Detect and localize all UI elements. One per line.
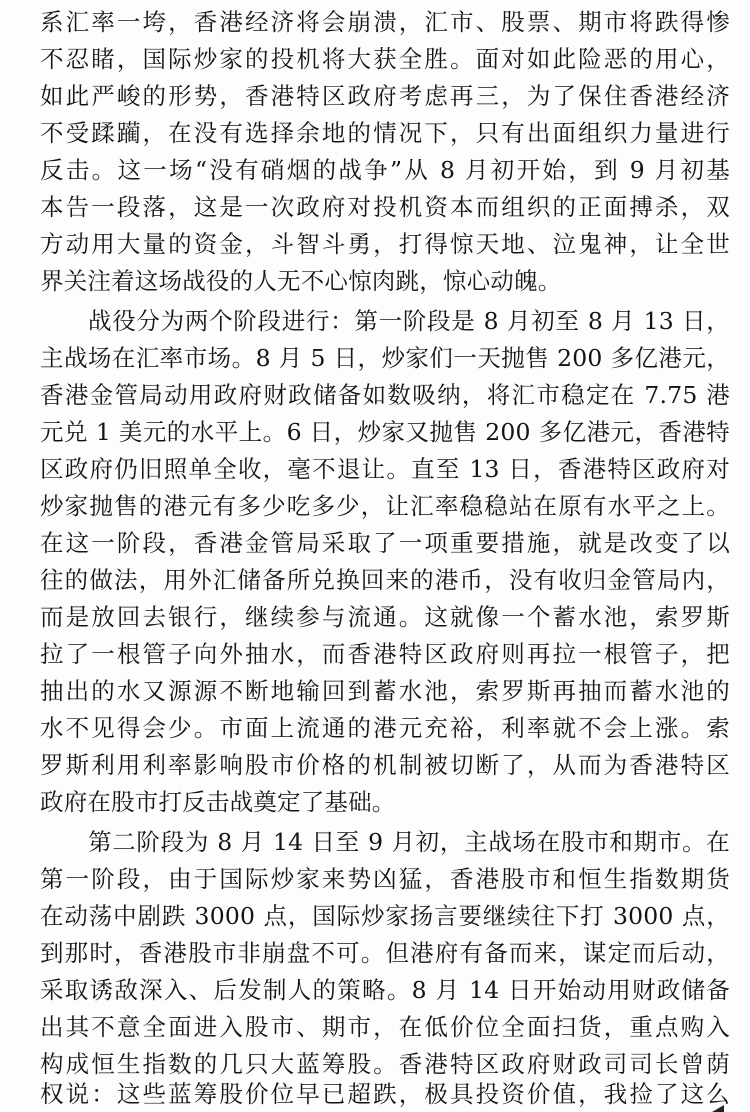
text-line: 元兑 1 美元的水平上。6 日，炒家又抛售 200 多亿港元，香港特 — [40, 418, 730, 446]
text-line: 在动荡中剧跌 3000 点，国际炒家扬言要继续往下打 3000 点， — [40, 902, 730, 930]
text-line: 往的做法，用外汇储备所兑换回来的港币，没有收归金管局内， — [40, 566, 730, 594]
text-line: 第二阶段为 8 月 14 日至 9 月初，主战场在股市和期市。在 — [88, 828, 730, 856]
text-line: 方动用大量的资金，斗智斗勇，打得惊天地、泣鬼神，让全世 — [40, 230, 730, 258]
text-line: 抽出的水又源源不断地输回到蓄水池，索罗斯再抽而蓄水池的 — [40, 677, 730, 705]
text-line: 香港金管局动用政府财政储备如数吸纳，将汇市稳定在 7.75 港 — [40, 381, 730, 409]
text-line: 如此严峻的形势，香港特区政府考虑再三，为了保住香港经济 — [40, 82, 730, 110]
text-line: 反击。这一场“没有硝烟的战争”从 8 月初开始，到 9 月初基 — [40, 156, 730, 184]
text-line: 区政府仍旧照单全收，毫不退让。直至 13 日，香港特区政府对 — [40, 455, 730, 483]
text-line: 政府在股市打反击战奠定了基础。 — [40, 788, 396, 816]
text-line: 系汇率一垮，香港经济将会崩溃，汇市、股票、期市将跌得惨 — [40, 8, 730, 36]
text-line: 拉了一根管子向外抽水，而香港特区政府则再拉一根管子，把 — [40, 640, 730, 668]
text-line: 第一阶段，由于国际炒家来势凶猛，香港股市和恒生指数期货 — [40, 865, 730, 893]
text-line: 构成恒生指数的几只大蓝筹股。香港特区政府财政司司长曾荫 — [40, 1050, 730, 1078]
text-line: 炒家抛售的港元有多少吃多少，让汇率稳稳站在原有水平之上。 — [40, 492, 730, 520]
text-line: 不受蹂躏，在没有选择余地的情况下，只有出面组织力量进行 — [40, 119, 730, 147]
text-line: 而是放回去银行，继续参与流通。这就像一个蓄水池，索罗斯 — [40, 603, 730, 631]
text-line: 界关注着这场战役的人无不心惊肉跳，惊心动魄。 — [40, 267, 562, 295]
text-line: 不忍睹，国际炒家的投机将大获全胜。面对如此险恶的用心， — [40, 45, 730, 73]
text-line: 采取诱敌深入、后发制人的策略。8 月 14 日开始动用财政储备 — [40, 976, 730, 1004]
text-line: 主战场在汇率市场。8 月 5 日，炒家们一天抛售 200 多亿港元， — [40, 344, 730, 372]
text-line: 本告一段落，这是一次政府对投机资本而组织的正面搏杀，双 — [40, 193, 730, 221]
text-line: 罗斯利用利率影响股市价格的机制被切断了，从而为香港特区 — [40, 751, 730, 779]
text-line: 权说：这些蓝筹股价位早已超跌，极具投资价值，我捡了这么 — [40, 1080, 730, 1108]
text-line: 水不见得会少。市面上流通的港元充裕，利率就不会上涨。索 — [40, 714, 730, 742]
text-line: 战役分为两个阶段进行：第一阶段是 8 月初至 8 月 13 日， — [88, 307, 730, 335]
text-line: 到那时，香港股市非崩盘不可。但港府有备而来，谋定而后动， — [40, 939, 730, 967]
text-line: 出其不意全面进入股市、期市，在低价位全面扫货，重点购入 — [40, 1013, 730, 1041]
text-line: 在这一阶段，香港金管局采取了一项重要措施，就是改变了以 — [40, 529, 730, 557]
